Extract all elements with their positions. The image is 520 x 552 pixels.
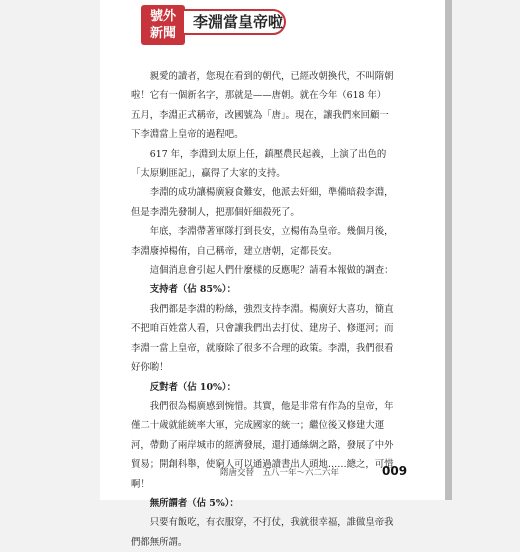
article-body [131,67,395,552]
oppose-text: 我們很為楊廣感到惋惜。其實，他是非常有作為的皇帝，年僅二十歲就能統率大軍，完成國家的統一；繼位後又修建大運河，帶動了兩岸城市的經濟發展，還打通絲綢之路，發展了中外貿易；開創科舉，使窮人可以通過讀書出人頭地……總之，可惜啊！ [131,400,394,490]
support-text: 我們都是李淵的粉絲，強烈支持李淵。楊廣好大喜功，簡直不把咱百姓當人看，只會讓我們出去打仗、建房子、修運河；而李淵一當上皇帝，就廢除了很多不合理的政策。李淵，我們很看好你喲！ [131,303,394,374]
tag-line-1: 號外 [149,9,176,24]
tag-line-2: 新聞 [149,26,176,41]
article-title: 李淵當皇帝啦 [182,9,286,35]
side-margin-bar [445,0,452,500]
page-number: 009 [382,464,408,478]
paragraph-intro: 親愛的讀者，您現在看到的朝代，已經改朝換代，不叫隋朝啦！它有一個新名字，那就是——唐朝。就在今年（618 年）五月，李淵正式稱帝，改國號為「唐」。現在，讓我們來回顧一下李淵當上皇帝的過程吧。 [131,71,394,141]
paragraph-survey: 這個消息會引起人們什麼樣的反應呢？請看本報做的調查： [149,265,394,277]
neutral-heading: 無所謂者（佔 5%）： [149,497,239,509]
paragraph-assassin: 李淵的成功讓楊廣寢食難安，他派去奸細，準備暗殺李淵，但是李淵先發制人，把那個奸細殺死了。 [131,187,394,218]
neutral-text: 只要有飯吃，有衣服穿，不打仗，我就很幸福，誰做皇帝我們都無所謂。 [131,517,394,548]
extra-news-tag [141,5,185,45]
paragraph-taiyuan: 617 年，李淵到太原上任，鎮壓農民起義，上演了出色的「太原剿匪記」，贏得了大家的支持。 [131,148,387,180]
footer-chapter: 隋唐交替 五八一年～六二六年 [220,468,340,478]
support-heading: 支持者（佔 85%）： [149,284,236,296]
oppose-heading: 反對者（佔 10%）： [149,381,236,393]
paragraph-changan: 年底，李淵帶著軍隊打到長安，立楊侑為皇帝。幾個月後，李淵廢掉楊侑，自己稱帝，建立唐朝，定都長安。 [131,226,394,257]
